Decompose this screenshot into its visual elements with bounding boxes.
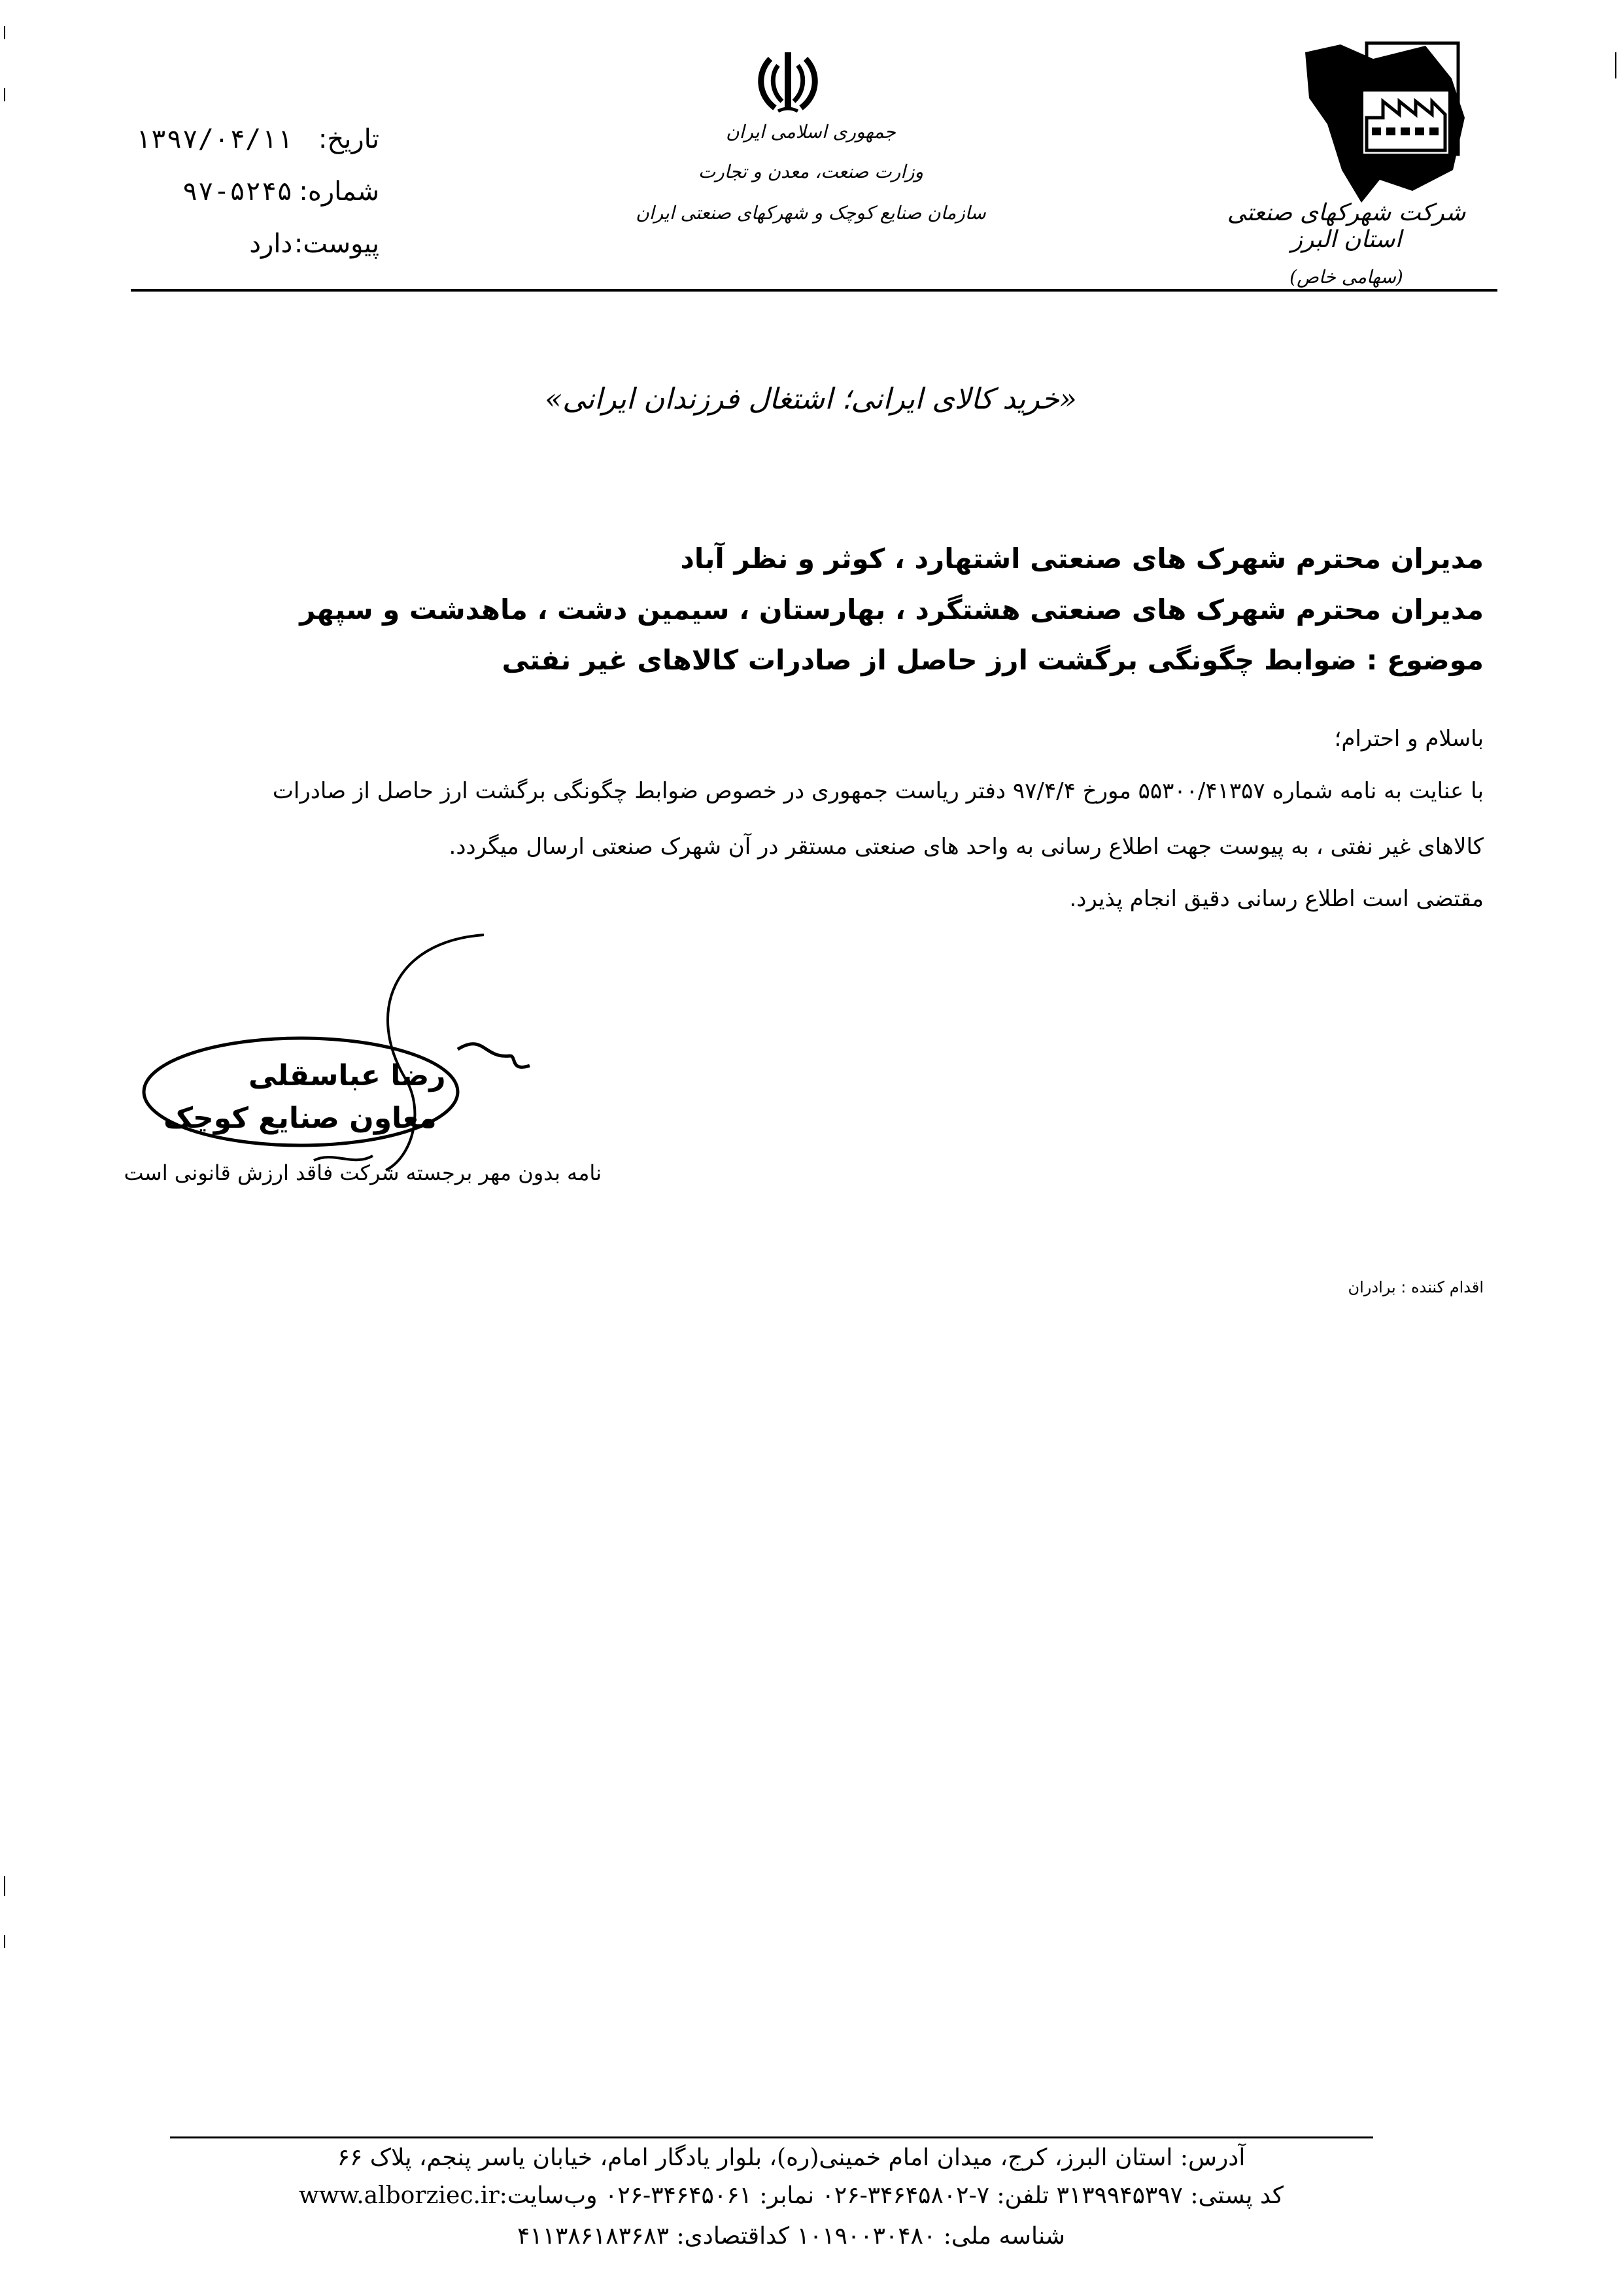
footer-contact: کد پستی: ۳۱۳۹۹۴۵۳۹۷ تلفن: ۷-۳۴۶۴۵۸۰۲-۰۲۶ نمابر: ۳۴۶۴۵۰۶۱-۰۲۶ وب‌سایت:www.alborziec.ir bbox=[299, 2182, 1284, 2209]
body-line-3: مقتضی است اطلاع رسانی دقیق انجام پذیرد. bbox=[1069, 886, 1484, 912]
number-row bbox=[131, 177, 379, 207]
slogan: «خرید کالای ایرانی؛ اشتغال فرزندان ایرانی» bbox=[545, 382, 1077, 416]
number-value: ۹۷-۵۲۴۵ bbox=[182, 177, 293, 207]
footer-ids: شناسه ملی: ۱۰۱۹۰۰۳۰۴۸۰ کداقتصادی: ۴۱۱۳۸۶۱۸۳۶۸۳ bbox=[517, 2223, 1065, 2250]
republic-line: جمهوری اسلامی ایران bbox=[726, 121, 896, 143]
signature-area bbox=[118, 915, 575, 1190]
greeting: باسلام و احترام؛ bbox=[1334, 726, 1484, 752]
subject-line: موضوع : ضوابط چگونگی برگشت ارز حاصل از صادرات کالاهای غیر نفتی bbox=[502, 644, 1484, 676]
scan-mark-right bbox=[1615, 52, 1616, 78]
scan-mark-mid bbox=[4, 1876, 5, 1896]
signatory-name: رضا عباسقلی bbox=[248, 1059, 446, 1092]
iran-emblem bbox=[752, 46, 824, 118]
company-name-block bbox=[1209, 199, 1484, 288]
company-logo bbox=[1301, 39, 1471, 209]
handwritten-signature bbox=[118, 915, 575, 1190]
date-row bbox=[131, 124, 379, 154]
ministry-header bbox=[582, 121, 1040, 224]
number-label: شماره: bbox=[299, 177, 379, 207]
scan-mark-mid-2 bbox=[4, 1935, 5, 1948]
organization-line: سازمان صنایع کوچک و شهرکهای صنعتی ایران bbox=[636, 202, 986, 224]
company-type: (سهامی خاص) bbox=[1289, 266, 1403, 288]
header-divider bbox=[131, 289, 1497, 292]
ministry-line: وزارت صنعت، معدن و تجارت bbox=[698, 161, 924, 182]
attachment-label: پیوست: bbox=[294, 229, 379, 259]
footer-divider bbox=[170, 2136, 1373, 2138]
signatory-title: معاون صنایع کوچک bbox=[163, 1102, 437, 1135]
footer-address: آدرس: استان البرز، کرج، میدان امام خمینی(ره)، بلوار یادگار امام، خیابان یاسر پنجم، پلاک ۶۶ bbox=[337, 2144, 1246, 2171]
action-by: اقدام کننده : برادران bbox=[1348, 1278, 1484, 1296]
addressee-line-1: مدیران محترم شهرک های صنعتی اشتهارد ، کوثر و نظر آباد bbox=[680, 543, 1484, 575]
date-value: ۱۳۹۷/۰۴/۱۱ bbox=[135, 124, 293, 154]
scan-mark-top bbox=[4, 26, 5, 39]
body-line-1: با عنایت به نامه شماره ۵۵۳۰۰/۴۱۳۵۷ مورخ ۹۷/۴/۴ دفتر ریاست جمهوری در خصوص ضوابط چگونگی برگشت ارز حاصل از صادرات bbox=[272, 778, 1484, 804]
body-line-2: کالاهای غیر نفتی ، به پیوست جهت اطلاع رسانی به واحد های صنعتی مستقر در آن شهرک صنعتی ارسال میگردد. bbox=[449, 834, 1484, 860]
scan-mark-top-2 bbox=[4, 88, 5, 101]
attachment-value: دارد bbox=[249, 229, 293, 259]
company-name: شرکت شهرکهای صنعتی استان البرز bbox=[1227, 199, 1466, 253]
addressee-line-2: مدیران محترم شهرک های صنعتی هشتگرد ، بهارستان ، سیمین دشت ، ماهدشت و سپهر bbox=[299, 594, 1484, 626]
date-label: تاریخ: bbox=[318, 124, 379, 154]
attachment-row bbox=[131, 229, 379, 259]
legal-note: نامه بدون مهر برجسته شرکت فاقد ارزش قانونی است bbox=[124, 1160, 602, 1185]
